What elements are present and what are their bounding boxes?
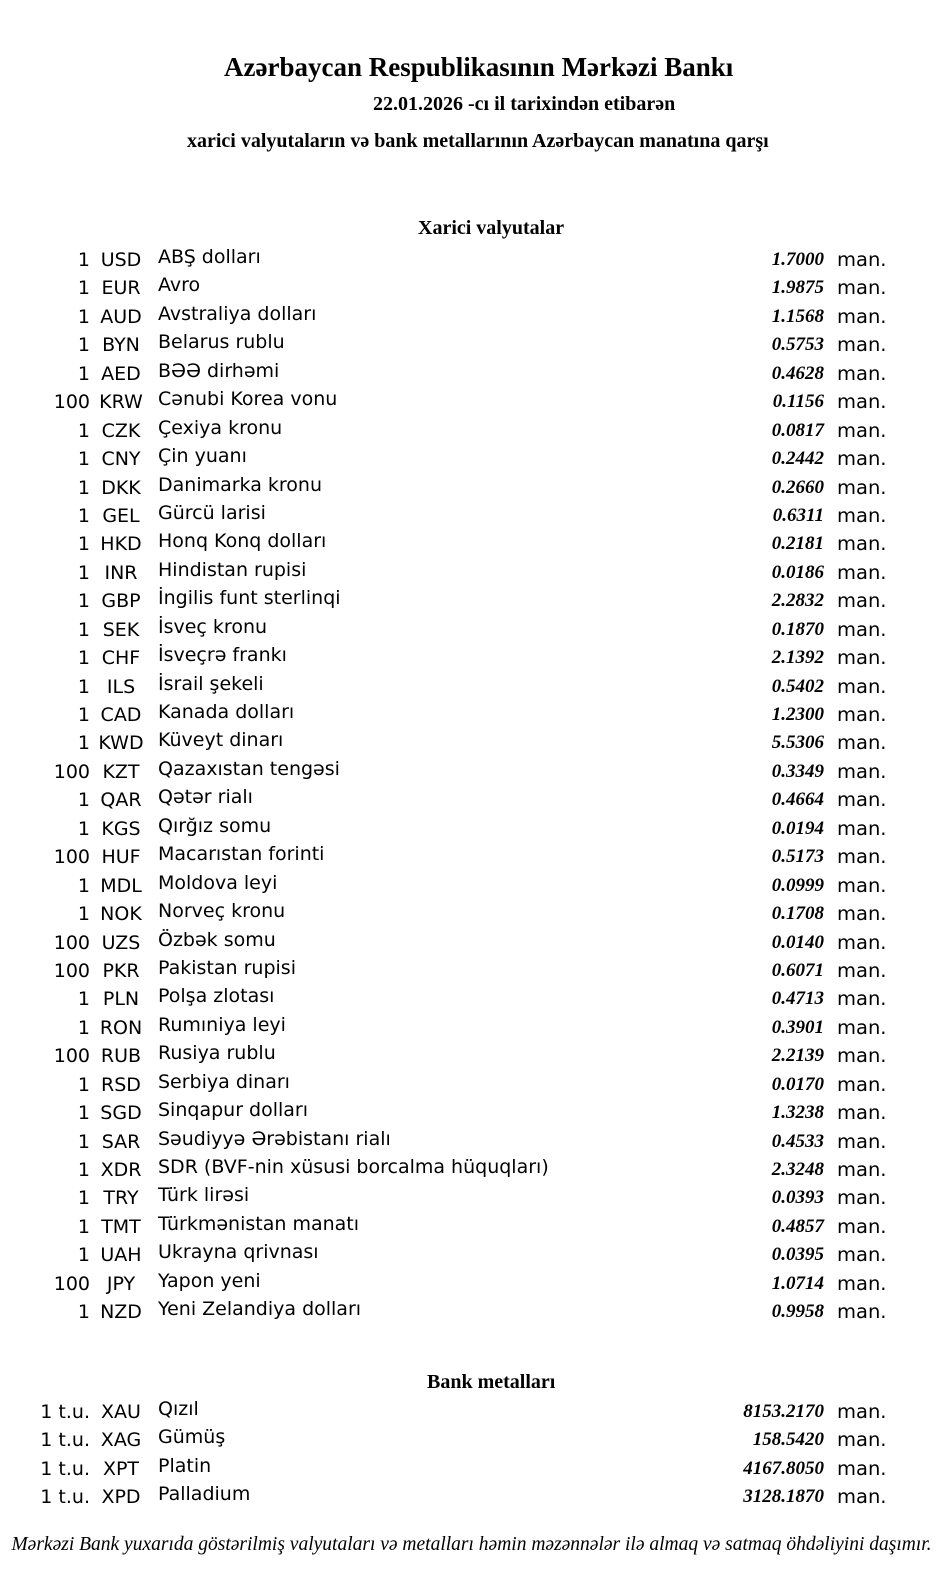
currency-code: RSD xyxy=(101,1073,141,1096)
currency-code: XPD xyxy=(101,1486,141,1509)
currency-name: İsrail şekeli xyxy=(158,672,264,695)
currency-name: Pakistan rupisi xyxy=(158,956,296,979)
rate-value: 2.2139 xyxy=(771,1045,824,1067)
quantity: 1 xyxy=(77,533,90,556)
rate-value: 5.5306 xyxy=(771,732,824,754)
rate-value: 0.4857 xyxy=(771,1215,824,1237)
quantity: 1 xyxy=(77,1016,90,1039)
table-row xyxy=(0,1070,943,1101)
currency-code: SGD xyxy=(100,1102,142,1125)
unit-label: man. xyxy=(837,560,887,584)
currency-name: Honq Konq dolları xyxy=(158,530,327,553)
unit-label: man. xyxy=(837,589,887,613)
table-row xyxy=(0,615,943,646)
table-row xyxy=(0,788,943,816)
table-row xyxy=(0,359,943,390)
quantity: 1 xyxy=(77,1215,90,1238)
quantity: 1 xyxy=(77,277,90,300)
rate-value: 0.4628 xyxy=(771,362,824,384)
quantity: 100 xyxy=(53,959,90,982)
rate-value: 0.1156 xyxy=(772,391,824,413)
currency-name: Serbiya dinarı xyxy=(158,1070,290,1093)
table-row xyxy=(0,589,943,617)
section-title-metals: Bank metalları xyxy=(427,1371,556,1393)
currency-code: RUB xyxy=(100,1045,142,1068)
unit-label: man. xyxy=(837,1044,887,1068)
currency-code: XAU xyxy=(101,1401,141,1423)
rate-value: 1.0714 xyxy=(771,1272,824,1294)
table-row xyxy=(0,703,943,731)
quantity: 1 xyxy=(77,1301,90,1324)
currency-name: Gümüş xyxy=(158,1426,226,1449)
quantity: 1 xyxy=(77,561,90,584)
unit-label: man. xyxy=(837,390,887,414)
rate-value: 0.5753 xyxy=(771,334,824,356)
table-row xyxy=(0,390,943,418)
table-row xyxy=(0,928,943,959)
currency-code: XPT xyxy=(102,1457,140,1480)
currency-code: AUD xyxy=(100,305,142,328)
unit-label: man. xyxy=(837,902,887,926)
rate-value: 0.0999 xyxy=(771,874,824,896)
rate-value: 8153.2170 xyxy=(743,1401,824,1422)
rate-value: 0.0140 xyxy=(771,931,824,953)
table-row xyxy=(0,1454,943,1485)
unit-label: man. xyxy=(837,447,887,471)
quantity: 1 xyxy=(77,504,90,527)
currency-name: Platin xyxy=(158,1454,212,1477)
table-row xyxy=(0,1186,943,1214)
currency-name: Hindistan rupisi xyxy=(158,558,307,581)
currency-code: KZT xyxy=(102,760,140,783)
quantity: 1 xyxy=(77,305,90,328)
currency-code: NZD xyxy=(100,1301,142,1324)
quantity: 1 xyxy=(77,704,90,726)
unit-label: man. xyxy=(837,1485,887,1509)
rate-value: 3128.1870 xyxy=(743,1486,824,1508)
currency-code: DKK xyxy=(101,476,141,499)
unit-label: man. xyxy=(837,1186,887,1210)
quantity: 1 xyxy=(77,419,90,442)
currency-code: SAR xyxy=(101,1130,141,1153)
quantity: 1 xyxy=(77,362,90,385)
quantity: 1 xyxy=(77,675,90,698)
unit-label: man. xyxy=(837,1072,887,1096)
page-subtitle: xarici valyutaların və bank metallarının Azərbaycan manatına qarşı xyxy=(187,130,769,152)
currency-code: ILS xyxy=(106,675,136,698)
section-title-currencies: Xarici valyutalar xyxy=(418,217,565,239)
rate-value: 4167.8050 xyxy=(743,1457,824,1479)
rate-value: 0.0186 xyxy=(771,561,824,583)
quantity: 1 xyxy=(77,1159,90,1181)
currency-name: Küveyt dinarı xyxy=(158,729,284,752)
table-row xyxy=(0,1044,943,1072)
quantity: 1 xyxy=(77,874,90,897)
quantity: 100 xyxy=(53,760,90,783)
table-row xyxy=(0,1212,943,1243)
currency-name: Belarus rublu xyxy=(158,331,285,354)
currency-name: Polşa zlotası xyxy=(158,985,275,1008)
table-row xyxy=(0,1400,943,1428)
unit-label: man. xyxy=(837,1015,887,1039)
rate-value: 158.5420 xyxy=(752,1429,824,1451)
currency-code: TMT xyxy=(101,1215,141,1238)
currency-name: Macarıstan forinti xyxy=(158,843,325,866)
currency-code: CHF xyxy=(101,647,141,670)
currency-code: NOK xyxy=(100,903,142,926)
currency-name: Çin yuanı xyxy=(158,445,247,468)
table-row xyxy=(0,1101,943,1129)
rate-value: 0.4713 xyxy=(771,988,824,1010)
currency-name: Danimarka kronu xyxy=(158,473,323,496)
unit-label: man. xyxy=(837,1271,887,1295)
rate-value: 0.0817 xyxy=(771,419,824,441)
currency-rates-table xyxy=(0,248,943,1329)
currency-name: Rumıniya leyi xyxy=(158,1013,286,1036)
currency-code: GBP xyxy=(101,590,141,613)
unit-label: man. xyxy=(837,475,887,499)
rate-value: 1.1568 xyxy=(771,305,824,327)
table-row xyxy=(0,1243,943,1271)
currency-name: Rusiya rublu xyxy=(158,1042,276,1065)
rate-value: 1.7000 xyxy=(771,249,824,270)
rate-value: 0.0395 xyxy=(771,1244,824,1266)
currency-name: Türkmənistan manatı xyxy=(158,1212,360,1235)
currency-code: UAH xyxy=(100,1244,142,1267)
table-row xyxy=(0,1485,943,1513)
quantity: 1 xyxy=(77,789,90,812)
unit-label: man. xyxy=(837,1214,887,1238)
currency-code: KGS xyxy=(101,817,141,840)
currency-name: Qazaxıstan tengəsi xyxy=(158,757,340,780)
unit-label: man. xyxy=(837,418,887,442)
unit-label: man. xyxy=(837,1101,887,1125)
quantity: 100 xyxy=(53,1045,90,1068)
currency-name: Palladium xyxy=(158,1483,251,1506)
rate-value: 0.0393 xyxy=(771,1187,824,1209)
quantity: 1 xyxy=(77,1187,90,1210)
rate-value: 0.4533 xyxy=(771,1130,824,1152)
currency-code: EUR xyxy=(101,277,141,300)
table-row xyxy=(0,757,943,788)
quantity: 1 xyxy=(77,1130,90,1153)
currency-code: HKD xyxy=(100,533,142,556)
currency-name: İsveç kronu xyxy=(158,615,268,638)
currency-code: XDR xyxy=(100,1159,142,1181)
quantity: 1 xyxy=(77,647,90,670)
rate-value: 0.6071 xyxy=(771,959,824,981)
currency-code: INR xyxy=(104,561,138,584)
table-row xyxy=(0,501,943,532)
table-row xyxy=(0,532,943,560)
table-row xyxy=(0,1158,943,1186)
currency-code: KWD xyxy=(98,732,144,755)
currency-code: UZS xyxy=(101,931,141,954)
unit-label: man. xyxy=(837,1428,887,1452)
rate-value: 0.3349 xyxy=(771,760,824,782)
currency-name: Türk lirəsi xyxy=(158,1184,250,1207)
rate-value: 0.2442 xyxy=(771,448,824,470)
unit-label: man. xyxy=(837,617,887,641)
currency-name: Kanada dolları xyxy=(158,701,295,723)
rate-value: 0.4664 xyxy=(771,789,824,811)
unit-label: man. xyxy=(837,845,887,869)
unit-label: man. xyxy=(837,987,887,1011)
rate-value: 0.1708 xyxy=(771,903,824,925)
currency-code: HUF xyxy=(101,846,141,869)
table-row xyxy=(0,416,943,447)
quantity: 100 xyxy=(53,846,90,869)
rate-value: 2.3248 xyxy=(771,1159,824,1180)
unit-label: man. xyxy=(837,958,887,982)
quantity: 1 xyxy=(77,903,90,926)
table-row xyxy=(0,1300,943,1328)
currency-code: SEK xyxy=(102,618,140,641)
quantity: 1 xyxy=(77,590,90,613)
rate-value: 0.2660 xyxy=(771,476,824,498)
unit-label: man. xyxy=(837,361,887,385)
table-row xyxy=(0,558,943,589)
quantity: 1 t.u. xyxy=(40,1457,90,1480)
unit-label: man. xyxy=(837,1400,887,1423)
currency-name: Norveç kronu xyxy=(158,900,286,923)
unit-label: man. xyxy=(837,930,887,954)
quantity: 100 xyxy=(53,391,90,414)
quantity: 1 xyxy=(77,817,90,840)
currency-name: Qırğız somu xyxy=(158,814,272,837)
rate-value: 0.0194 xyxy=(771,817,824,839)
currency-name: Ukrayna qrivnası xyxy=(158,1241,319,1264)
rate-value: 0.9958 xyxy=(771,1301,824,1323)
quantity: 1 xyxy=(77,334,90,357)
currency-code: CZK xyxy=(101,419,141,442)
currency-name: Özbək somu xyxy=(158,928,276,951)
currency-code: PLN xyxy=(102,988,140,1011)
currency-code: TRY xyxy=(103,1187,139,1210)
table-row xyxy=(0,902,943,930)
rate-value: 1.3238 xyxy=(771,1102,824,1124)
currency-name: Qətər rialı xyxy=(158,786,253,809)
unit-label: man. xyxy=(837,1129,887,1153)
unit-label: man. xyxy=(837,1243,887,1267)
currency-code: GEL xyxy=(102,504,140,527)
rate-value: 2.1392 xyxy=(771,647,824,669)
rate-value: 0.2181 xyxy=(771,533,824,555)
quantity: 1 xyxy=(77,249,90,271)
unit-label: man. xyxy=(837,873,887,897)
currency-name: ABŞ dolları xyxy=(158,246,261,268)
table-row xyxy=(0,987,943,1015)
quantity: 100 xyxy=(53,931,90,954)
quantity: 100 xyxy=(53,1272,90,1295)
currency-code: AED xyxy=(101,362,141,385)
quantity: 1 xyxy=(77,988,90,1011)
table-row xyxy=(0,871,943,902)
currency-name: Səudiyyə Ərəbistanı rialı xyxy=(158,1127,391,1150)
currency-code: KRW xyxy=(99,391,143,414)
currency-name: İngilis funt sterlinqi xyxy=(158,587,341,610)
unit-label: man. xyxy=(837,703,887,726)
metal-rates-table xyxy=(0,1400,943,1514)
quantity: 1 xyxy=(77,448,90,471)
quantity: 1 xyxy=(77,1073,90,1096)
table-row xyxy=(0,302,943,333)
currency-name: Çexiya kronu xyxy=(158,416,283,439)
currency-code: CNY xyxy=(101,448,141,471)
unit-label: man. xyxy=(837,816,887,840)
currency-code: USD xyxy=(100,249,142,271)
unit-label: man. xyxy=(837,248,887,271)
table-row xyxy=(0,1127,943,1158)
table-row xyxy=(0,731,943,759)
rate-value: 1.9875 xyxy=(771,277,824,299)
unit-label: man. xyxy=(837,532,887,556)
rate-value: 0.0170 xyxy=(771,1073,824,1095)
table-row xyxy=(0,814,943,845)
unit-label: man. xyxy=(837,759,887,783)
currency-name: Yapon yeni xyxy=(158,1269,261,1292)
currency-name: İsveçrə frankı xyxy=(158,644,287,667)
footer-note: Mərkəzi Bank yuxarıda göstərilmiş valyutaları və metalları həmin məzənnələr ilə almaq və satmaq öhdəliyini daşımır. xyxy=(11,1534,932,1555)
rate-value: 0.3901 xyxy=(771,1016,824,1038)
rate-value: 1.2300 xyxy=(771,704,824,725)
currency-code: JPY xyxy=(106,1272,136,1295)
unit-label: man. xyxy=(837,304,887,328)
table-row xyxy=(0,646,943,674)
quantity: 1 xyxy=(77,476,90,499)
unit-label: man. xyxy=(837,788,887,812)
table-row xyxy=(0,1269,943,1300)
currency-name: Gürcü larisi xyxy=(158,501,266,524)
currency-name: Sinqapur dolları xyxy=(158,1099,309,1122)
quantity: 1 xyxy=(77,1102,90,1125)
unit-label: man. xyxy=(837,646,887,670)
table-row xyxy=(0,1428,943,1456)
currency-name: SDR (BVF-nin xüsusi borcalma hüquqları) xyxy=(158,1156,549,1178)
table-row xyxy=(0,1013,943,1044)
quantity: 1 t.u. xyxy=(40,1486,90,1509)
quantity: 1 xyxy=(77,732,90,755)
currency-code: CAD xyxy=(100,704,142,726)
unit-label: man. xyxy=(837,1300,887,1324)
table-row xyxy=(0,333,943,361)
quantity: 1 t.u. xyxy=(40,1401,90,1423)
table-row xyxy=(0,956,943,987)
currency-name: Qızıl xyxy=(158,1398,199,1420)
currency-name: Cənubi Korea vonu xyxy=(158,388,338,411)
currency-name: Avstraliya dolları xyxy=(158,302,317,325)
currency-code: BYN xyxy=(102,334,140,357)
table-row xyxy=(0,447,943,475)
rate-value: 2.2832 xyxy=(771,590,824,612)
rate-value: 0.5402 xyxy=(771,675,824,697)
table-row xyxy=(0,276,943,304)
unit-label: man. xyxy=(837,333,887,357)
table-row xyxy=(0,473,943,504)
unit-label: man. xyxy=(837,731,887,755)
currency-name: BƏƏ dirhəmi xyxy=(158,359,280,382)
quantity: 1 t.u. xyxy=(40,1429,90,1452)
rate-value: 0.1870 xyxy=(771,618,824,640)
effective-date-line: 22.01.2026 -cı il tarixindən etibarən xyxy=(373,93,676,115)
currency-name: Moldova leyi xyxy=(158,871,278,894)
currency-code: XAG xyxy=(100,1429,142,1452)
currency-code: QAR xyxy=(100,789,142,812)
currency-name: Yeni Zelandiya dolları xyxy=(158,1298,362,1321)
unit-label: man. xyxy=(837,1158,887,1181)
currency-code: MDL xyxy=(100,874,142,897)
currency-name: Avro xyxy=(158,274,201,297)
quantity: 1 xyxy=(77,1244,90,1267)
unit-label: man. xyxy=(837,276,887,300)
rate-value: 0.6311 xyxy=(772,504,824,526)
currency-code: PKR xyxy=(102,959,140,982)
page-title: Azərbaycan Respublikasının Mərkəzi Bankı xyxy=(224,52,734,82)
table-row xyxy=(0,672,943,703)
rate-value: 0.5173 xyxy=(771,846,824,868)
unit-label: man. xyxy=(837,674,887,698)
currency-code: RON xyxy=(99,1016,143,1039)
table-row xyxy=(0,845,943,873)
table-row xyxy=(0,248,943,276)
unit-label: man. xyxy=(837,1456,887,1480)
quantity: 1 xyxy=(77,618,90,641)
unit-label: man. xyxy=(837,503,887,527)
